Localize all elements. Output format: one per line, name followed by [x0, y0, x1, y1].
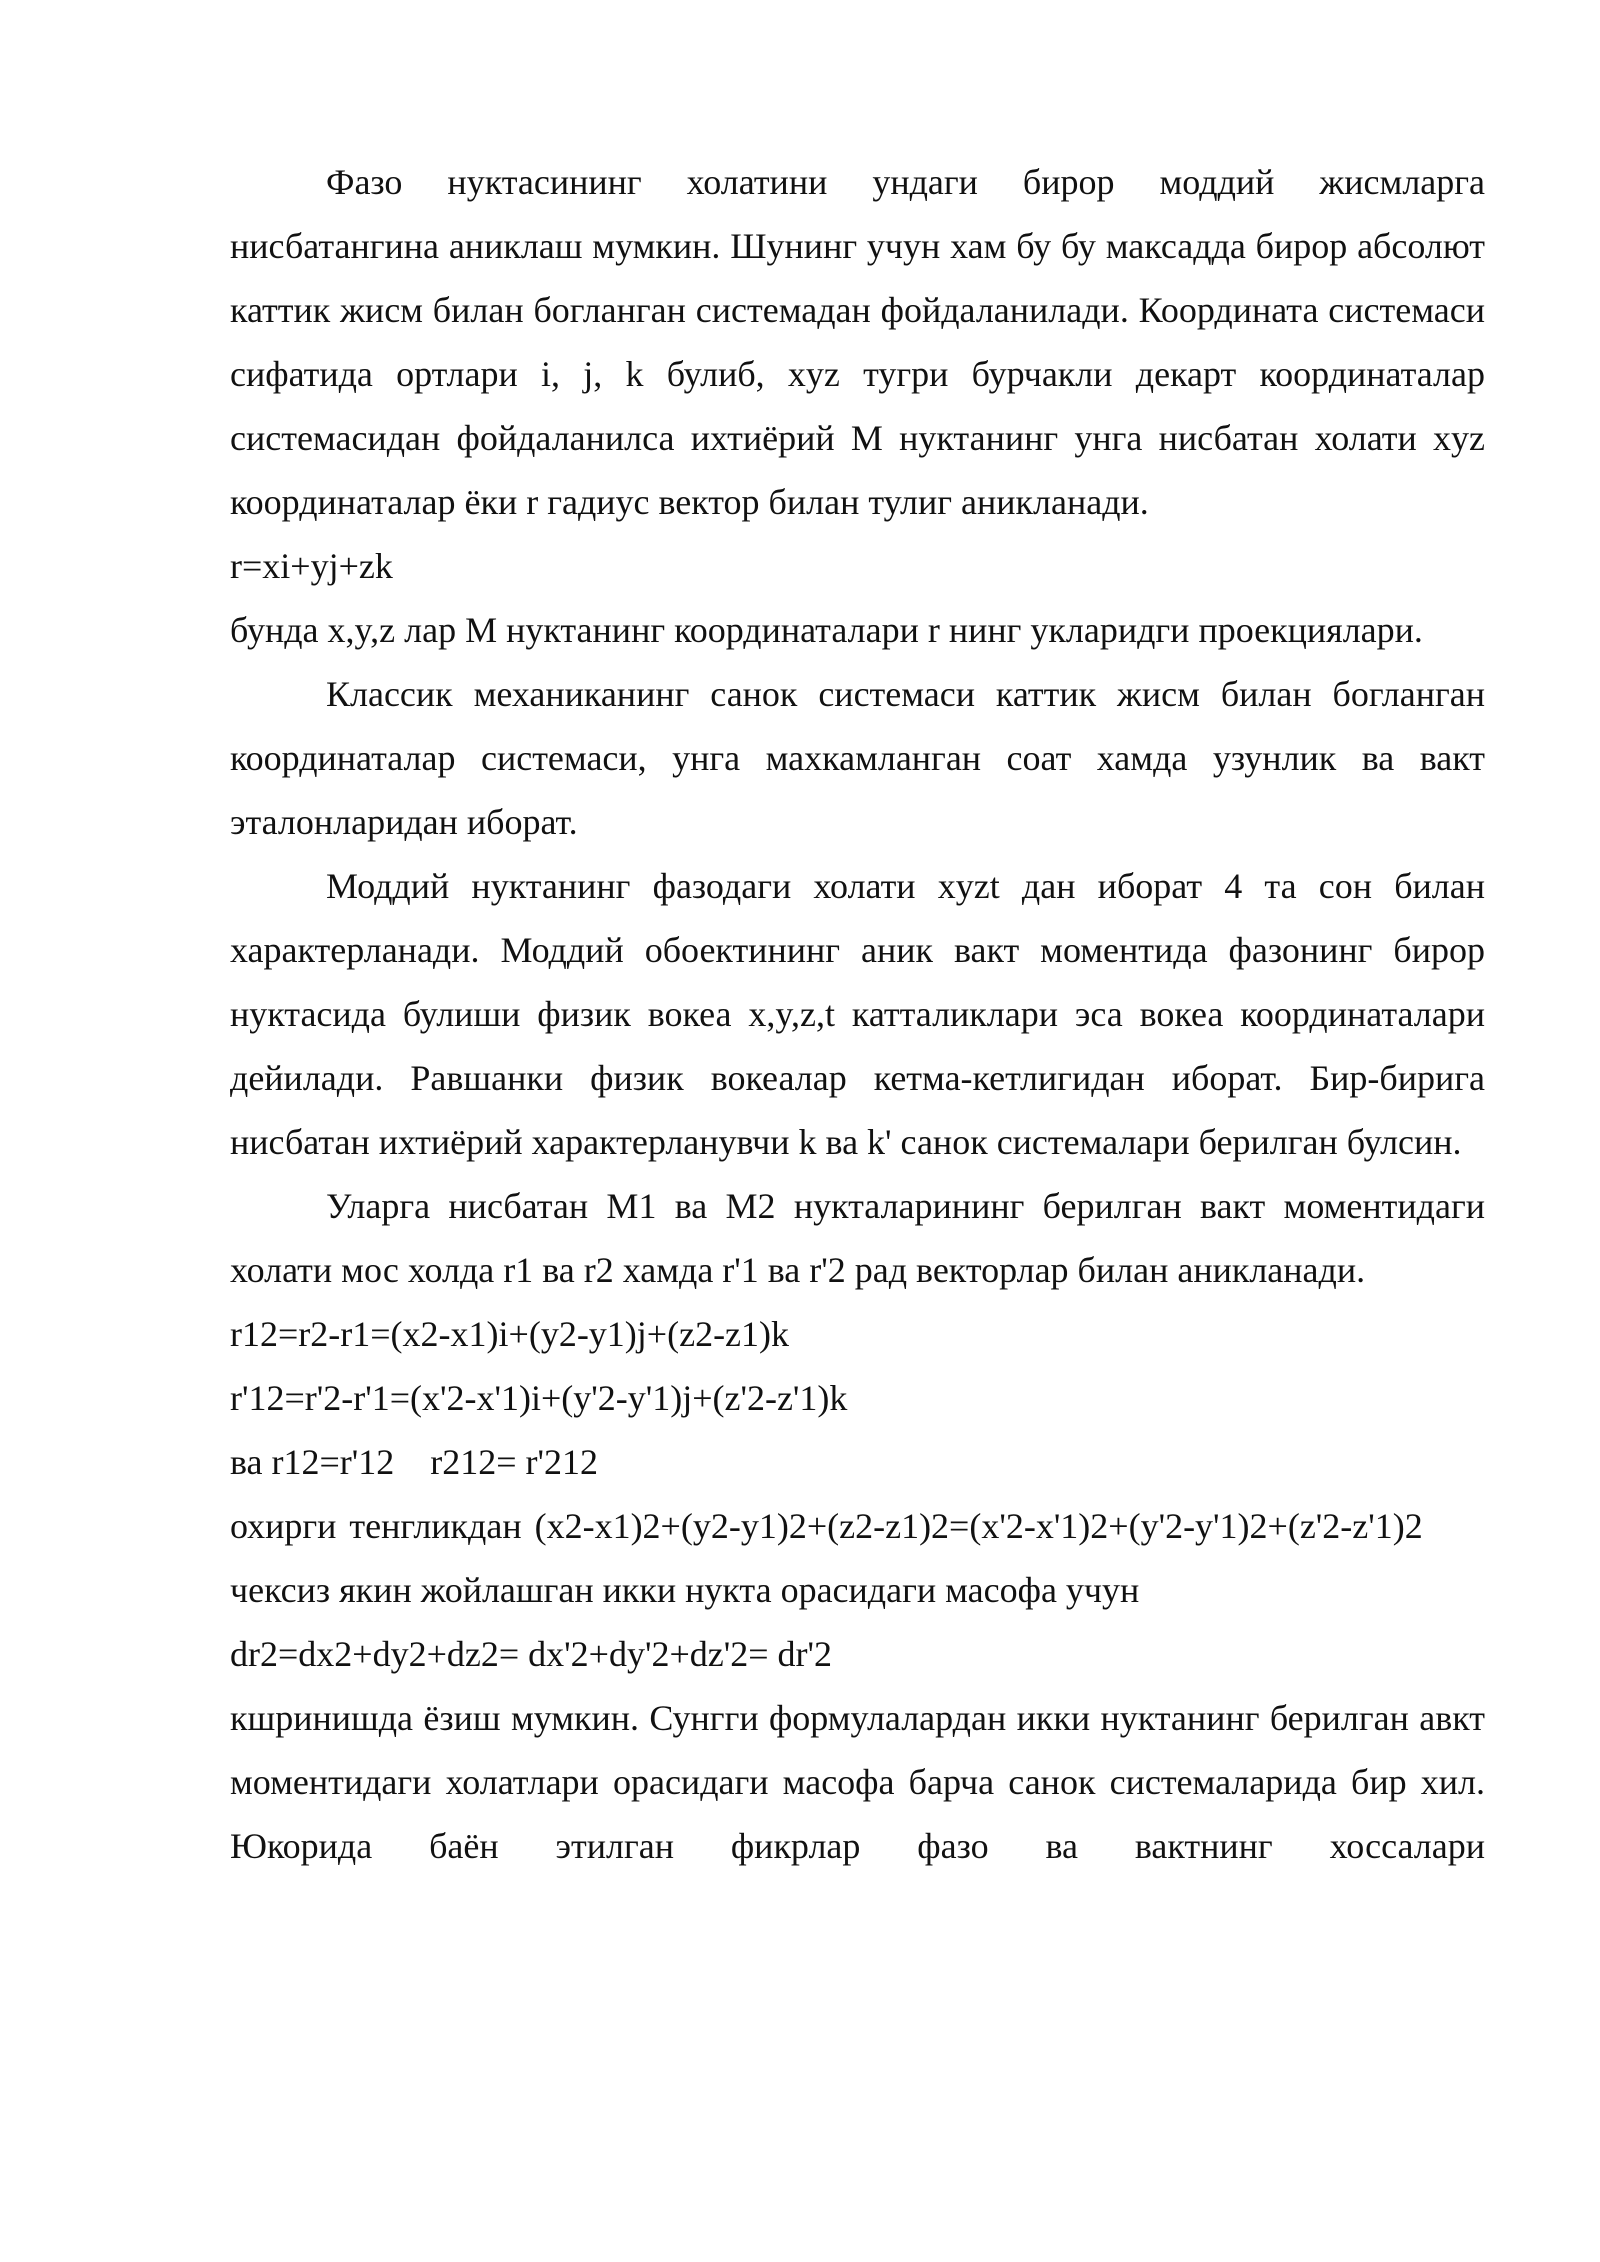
formula-equality: ва r12=r'12 r212= r'212 [230, 1442, 599, 1482]
formula-r-prime-12: r'12=r'2-r'1=(x'2-x'1)i+(y'2-y'1)j+(z'2-z'1)k [230, 1378, 848, 1418]
formula-distance-equality: охирги тенгликдан (x2-x1)2+(y2-y1)2+(z2-z1)2=(x'2-x'1)2+(y'2-y'1)2+(z'2-z'1)2 [230, 1506, 1423, 1546]
paragraph-infinitesimal: чексиз якин жойлашган икки нукта орасидаги масофа учун [230, 1570, 1140, 1610]
formula-radius-vector: r=xi+yj+zk [230, 546, 393, 586]
document-body [230, 150, 1485, 1878]
paragraph-classical-mechanics: Классик механиканинг санок системаси каттик жисм билан богланган координаталар системаси, унга махкамланган соат хамда узунлик ва вакт эталонларидан иборат. [230, 674, 1485, 842]
paragraph-space-point: Фазо нуктасининг холатини ундаги бирор моддий жисмларга нисбатангина аниклаш мумкин. Шунинг учун хам бу бу максадда бирор абсолют каттик жисм билан богланган системадан фойдаланилади. Координата системаси сифатида ортлари i, j, k булиб, xyz тугри бурчакли декарт координаталар системасидан фойдаланилса ихтиёрий М нуктанинг унга нисбатан холати xyz координаталар ёки r гадиус вектор билан тулиг аникланади. [230, 162, 1485, 522]
paragraph-material-point: Моддий нуктанинг фазодаги холати xyzt дан иборат 4 та сон билан характерланади. Моддий обоектининг аник вакт моментида фазонинг бирор нуктасида булиши физик вокеа x,y,z,t катталиклари эса вокеа координаталари дейилади. Равшанки физик вокеалар кетма-кетлигидан иборат. Бир-бирига нисбатан ихтиёрий характерланувчи k ва k' санок системалари берилган булсин. [230, 866, 1485, 1162]
formula-dr2: dr2=dx2+dy2+dz2= dx'2+dy'2+dz'2= dr'2 [230, 1634, 832, 1674]
paragraph-m1-m2: Уларга нисбатан М1 ва М2 нукталарининг берилган вакт моментидаги холати мос холда r1 ва r2 хамда r'1 ва r'2 рад векторлар билан аникланади. [230, 1186, 1485, 1290]
paragraph-coordinates-note: бунда x,y,z лар М нуктанинг координаталари r нинг укларидги проекциялари. [230, 610, 1423, 650]
formula-r12: r12=r2-r1=(x2-x1)i+(y2-y1)j+(z2-z1)k [230, 1314, 790, 1354]
paragraph-conclusion: кшринишда ёзиш мумкин. Сунгги формулалардан икки нуктанинг берилган авкт моментидаги холатлари орасидаги масофа барча санок системаларида бир хил. Юкорида баён этилган фикрлар фазо ва вактнинг хоссалари [230, 1698, 1485, 1866]
